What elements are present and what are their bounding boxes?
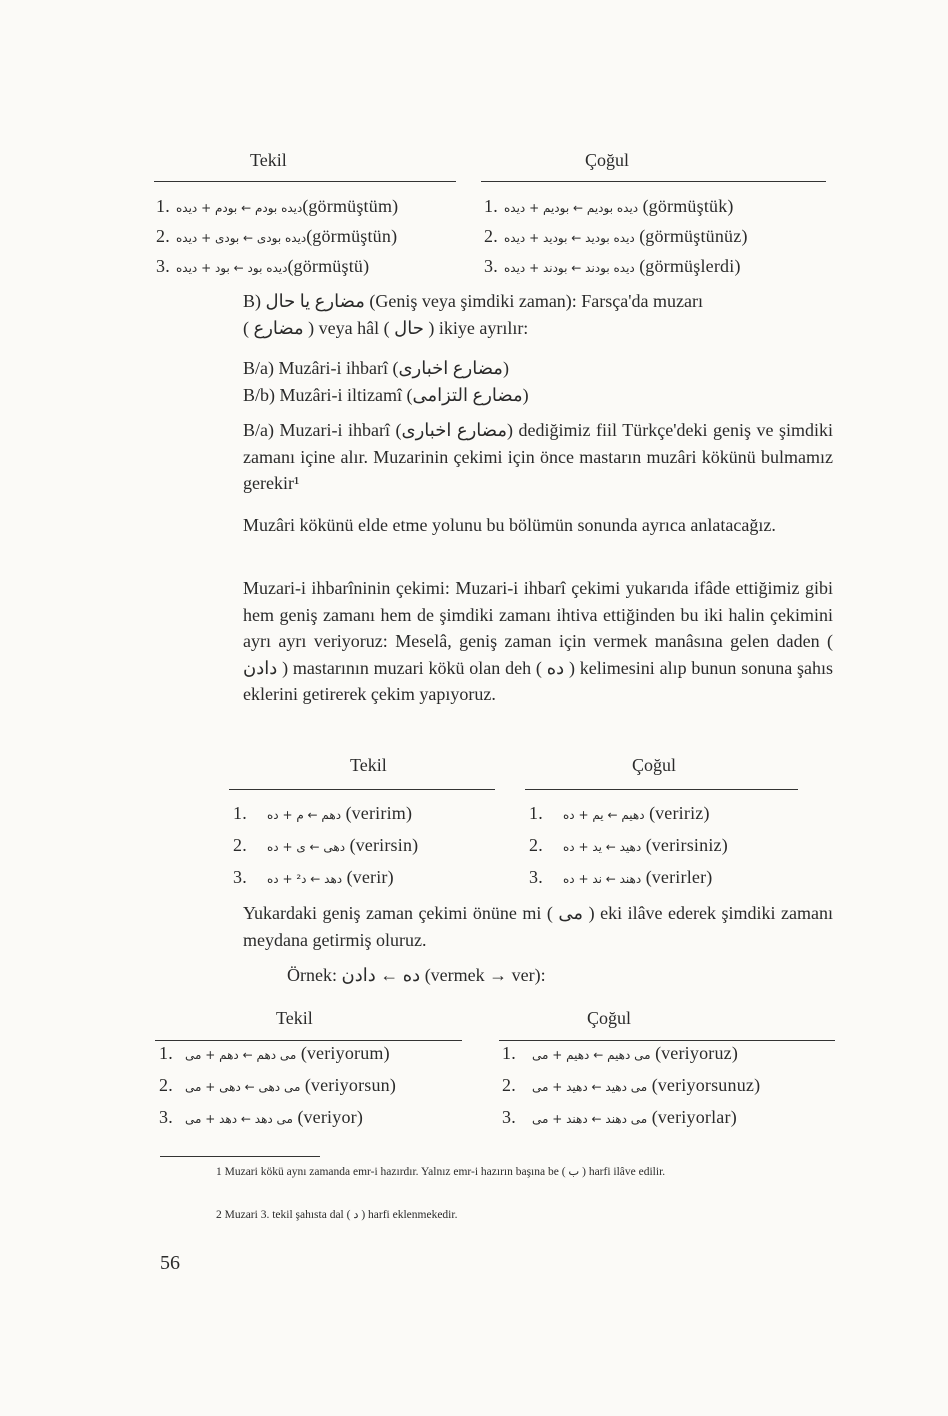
ba-heading: B/a) Muzâri-i ihbarî (مضارع اخباری) bbox=[243, 358, 509, 378]
table2-head-tekil: Tekil bbox=[350, 755, 387, 775]
table1-right-row: 2. دیده بودید ← بودید + دیده (görmüştünüz) bbox=[484, 226, 748, 246]
table3-rule-left bbox=[155, 1040, 462, 1041]
table2-left-row: 3. دهد ← د² + ده (verir) bbox=[233, 867, 394, 887]
table2-head-cogul: Çoğul bbox=[632, 755, 677, 775]
table2-rule-left bbox=[229, 789, 495, 790]
table3-head-tekil: Tekil bbox=[276, 1008, 313, 1028]
table2-left-row: 2. دهی ← ی + ده (verirsin) bbox=[233, 835, 419, 855]
table1-right-row: 1. دیده بودیم ← بودیم + دیده (görmüştük) bbox=[484, 196, 734, 216]
paragraph-simdiki: Yukardaki geniş zaman çekimi önüne mi ( می ) eki ilâve ederek şimdiki zamanı meydana getirmiş oluruz. bbox=[243, 903, 833, 950]
table2-left-row: 1. دهم ← م + ده (veririm) bbox=[233, 803, 412, 823]
table1-head-cogul: Çoğul bbox=[585, 150, 630, 170]
table3-left-row: 3. می دهد ← دهد + می (veriyor) bbox=[159, 1107, 363, 1127]
table3-rule-right bbox=[499, 1040, 835, 1041]
table2-right-row: 1. دهیم ← یم + ده (veririz) bbox=[529, 803, 710, 823]
table1-rule-right bbox=[481, 181, 826, 182]
table2-right-row: 2. دهید ← ید + ده (verirsiniz) bbox=[529, 835, 728, 855]
b-heading bbox=[243, 288, 833, 341]
table1-right-row: 3. دیده بودند ← بودند + دیده (görmüşlerdi) bbox=[484, 256, 741, 276]
table1-head-tekil: Tekil bbox=[250, 150, 287, 170]
b-heading-line-1: B) مضارع یا حال (Geniş veya şimdiki zaman): Farsça'da muzarı bbox=[243, 291, 703, 311]
paragraph-cekim: Muzari-i ihbarîninin çekimi: Muzari-i ihbarî çekimi yukarıda ifâde ettiğimiz gibi hem geniş zamanı hem de şimdiki zamanı ihtiva ettiğinden bu iki halin çekimini ayrı ayrı veriyoruz: Meselâ, geniş zaman için vermek manâsına gelen daden ( دادن ) mastarının muzari kökü olan deh ( ده ) kelimesini alıp bunun sonuna şahıs eklerini getirerek çekim yapıyoruz. bbox=[243, 578, 833, 704]
table3-left-row: 2. می دهی ← دهی + می (veriyorsun) bbox=[159, 1075, 396, 1095]
table3-right-row: 3. می دهند ← دهند + می (veriyorlar) bbox=[502, 1107, 737, 1127]
table3-left-row: 1. می دهم ← دهم + می (veriyorum) bbox=[159, 1043, 390, 1063]
bb-heading: B/b) Muzâri-i iltizamî (مضارع التزامی) bbox=[243, 384, 529, 405]
ba-paragraph: B/a) Muzari-i ihbarî (مضارع اخباری) dediğimiz fiil Türkçe'deki geniş ve şimdiki zamanı içine alır. Muzarinin çekimi için önce mastarın muzâri kökünü bulmamız gerekir¹ bbox=[243, 420, 833, 493]
table1-left-row: 2. دیده بودی ← بودی + دیده(görmüştün) bbox=[156, 226, 398, 246]
footnote-1: 1 Muzari kökü aynı zamanda emr-i hazırdır. Yalnız emr-i hazırın başına be ( ب ) harfi ilâve edilir. bbox=[216, 1166, 666, 1178]
table1-left-row: 3. دیده بود ← بود + دیده(görmüştü) bbox=[156, 256, 370, 276]
footnote-rule bbox=[160, 1156, 320, 1157]
ornek-line: Örnek: ده ← دادن (vermek → ver): bbox=[287, 965, 546, 985]
table3-right-row: 2. می دهید ← دهید + می (veriyorsunuz) bbox=[502, 1075, 761, 1095]
paragraph-muzari-koku: Muzâri kökünü elde etme yolunu bu bölümün sonunda ayrıca anlatacağız. bbox=[243, 515, 776, 535]
table3-head-cogul: Çoğul bbox=[587, 1008, 632, 1028]
table1-rule-left bbox=[154, 181, 456, 182]
table3-right-row: 1. می دهیم ← دهیم + می (veriyoruz) bbox=[502, 1043, 738, 1063]
table2-right-row: 3. دهند ← ند + ده (verirler) bbox=[529, 867, 713, 887]
table1-left-row: 1. دیده بودم ← بودم + دیده(görmüştüm) bbox=[156, 196, 399, 216]
table2-rule-right bbox=[525, 789, 798, 790]
b-subheadings bbox=[243, 355, 833, 408]
footnote-2: 2 Muzari 3. tekil şahısta dal ( د ) harfi eklenmekedir. bbox=[216, 1209, 458, 1221]
page-number: 56 bbox=[160, 1252, 180, 1274]
b-heading-line-2: ( مضارع ) veya hâl ( حال ) ikiye ayrılır: bbox=[243, 317, 529, 338]
